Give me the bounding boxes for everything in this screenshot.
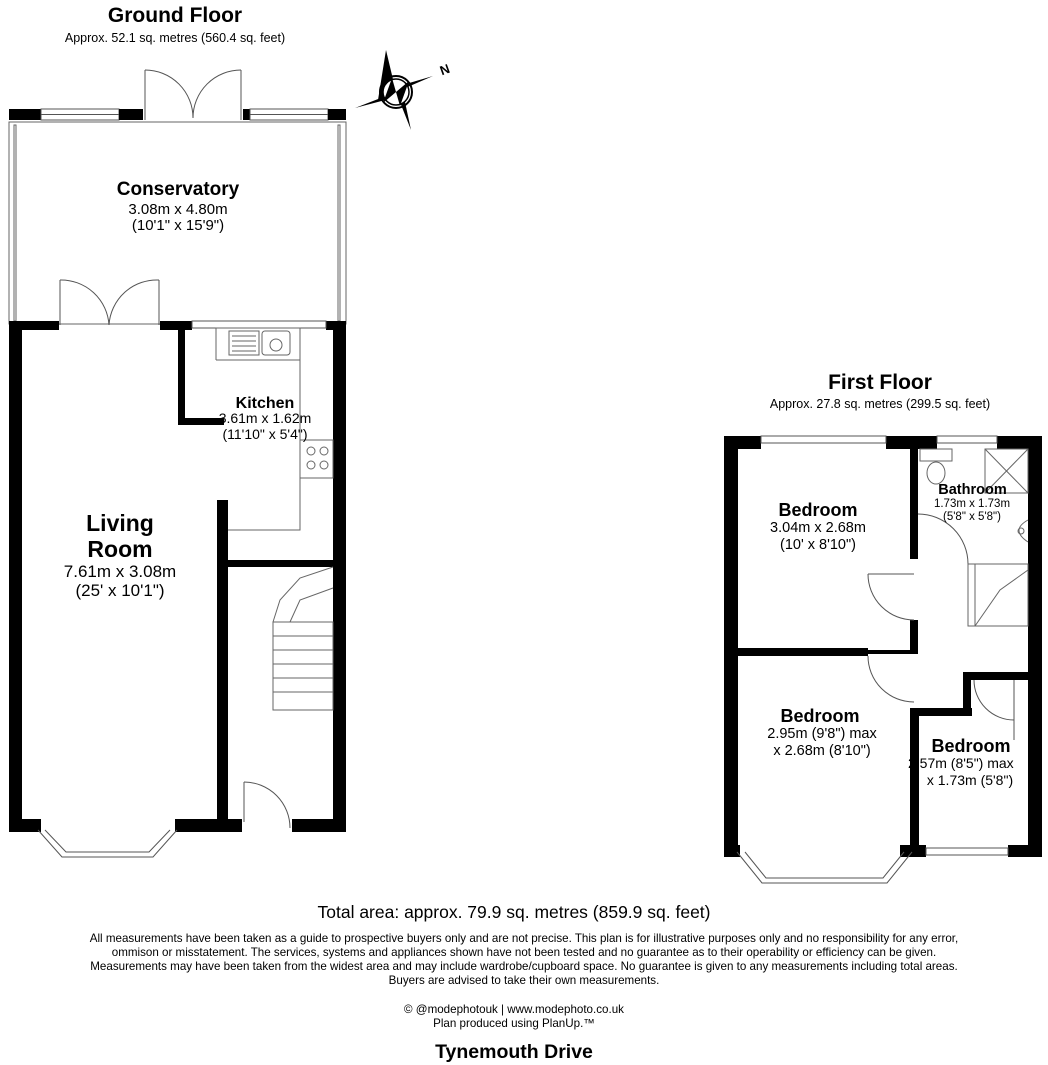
living-room-doors: [60, 280, 159, 325]
kitchen-name: Kitchen: [235, 395, 295, 412]
disclaimer-line-1: All measurements have been taken as a guide to prospective buyers only and are not precise. This plan is for illustrative purposes only and no responsibility for any error,: [89, 932, 959, 945]
bathroom-window: [937, 436, 997, 443]
first-floor-doors: [868, 514, 1014, 740]
credit-line-2: Plan produced using PlanUp.™: [433, 1017, 595, 1030]
bedroom-2-dim-line1: 2.95m (9'8") max: [767, 726, 877, 742]
bedroom-2-dim-line2: x 2.68m (8'10"): [773, 743, 871, 759]
disclaimer-line-3: Measurements may have been taken from the widest area and may include wardrobe/cupboard space. No guarantee is given to any measurements including total areas.: [90, 960, 958, 973]
first-floor-title: First Floor: [828, 371, 932, 394]
disclaimer-line-4: Buyers are advised to take their own measurements.: [388, 974, 660, 987]
bathroom-dim-metric: 1.73m x 1.73m: [933, 498, 1011, 510]
living-room-dim-imperial: (25' x 10'1"): [75, 581, 165, 600]
total-area: Total area: approx. 79.9 sq. metres (859.9 sq. feet): [317, 902, 711, 922]
bedroom-2-name: Bedroom: [780, 706, 860, 726]
living-room-dim-metric: 7.61m x 3.08m: [63, 562, 177, 581]
disclaimer-line-2: ommison or misstatement. The services, systems and appliances shown have not been tested and no guarantee as to their operability or efficiency can be given.: [111, 946, 937, 959]
kitchen-window: [192, 321, 326, 328]
bedroom1-window: [761, 436, 886, 443]
bathroom-name: Bathroom: [938, 482, 1007, 498]
bedroom-3-name: Bedroom: [931, 736, 1011, 756]
kitchen-dim-imperial: (11'10" x 5'4"): [222, 426, 308, 442]
bedroom-1-name: Bedroom: [778, 500, 858, 520]
bedroom-3-dim-line2: x 1.73m (5'8"): [926, 772, 1014, 788]
conservatory-dim-metric: 3.08m x 4.80m: [128, 201, 228, 218]
bedroom-1-dim-metric: 3.04m x 2.68m: [770, 520, 866, 536]
compass-north-label: N: [437, 60, 452, 79]
ground-floor-title: Ground Floor: [107, 4, 243, 27]
bedroom-3-dim-line1: 2.57m (8'5") max: [908, 755, 1014, 771]
property-address: Tynemouth Drive: [435, 1041, 593, 1063]
ground-floor-area: Approx. 52.1 sq. metres (560.4 sq. feet): [64, 31, 286, 45]
first-floor-area: Approx. 27.8 sq. metres (299.5 sq. feet): [769, 397, 991, 411]
conservatory-top-wall: [9, 109, 346, 120]
conservatory-french-doors: [145, 70, 241, 120]
kitchen-dim-metric: 3.61m x 1.62m: [218, 410, 312, 426]
bedroom-1-dim-imperial: (10' x 8'10"): [780, 537, 856, 553]
first-floor-stairs: [968, 564, 1028, 626]
conservatory-name: Conservatory: [116, 179, 240, 200]
living-room-bay-window: [38, 830, 177, 857]
bedroom2-bay-window: [737, 852, 912, 883]
bathroom-dim-imperial: (5'8" x 5'8"): [943, 511, 1001, 523]
living-room-name-line2: Room: [87, 536, 153, 562]
living-room-name-line1: Living: [86, 510, 154, 536]
credit-line-1: © @modephotouk | www.modephoto.co.uk: [404, 1003, 624, 1016]
ground-floor-stairs: [273, 567, 333, 710]
compass-icon: [355, 50, 433, 130]
bedroom3-window: [926, 848, 1008, 855]
conservatory-dim-imperial: (10'1" x 15'9"): [131, 217, 225, 234]
front-door: [244, 782, 290, 828]
